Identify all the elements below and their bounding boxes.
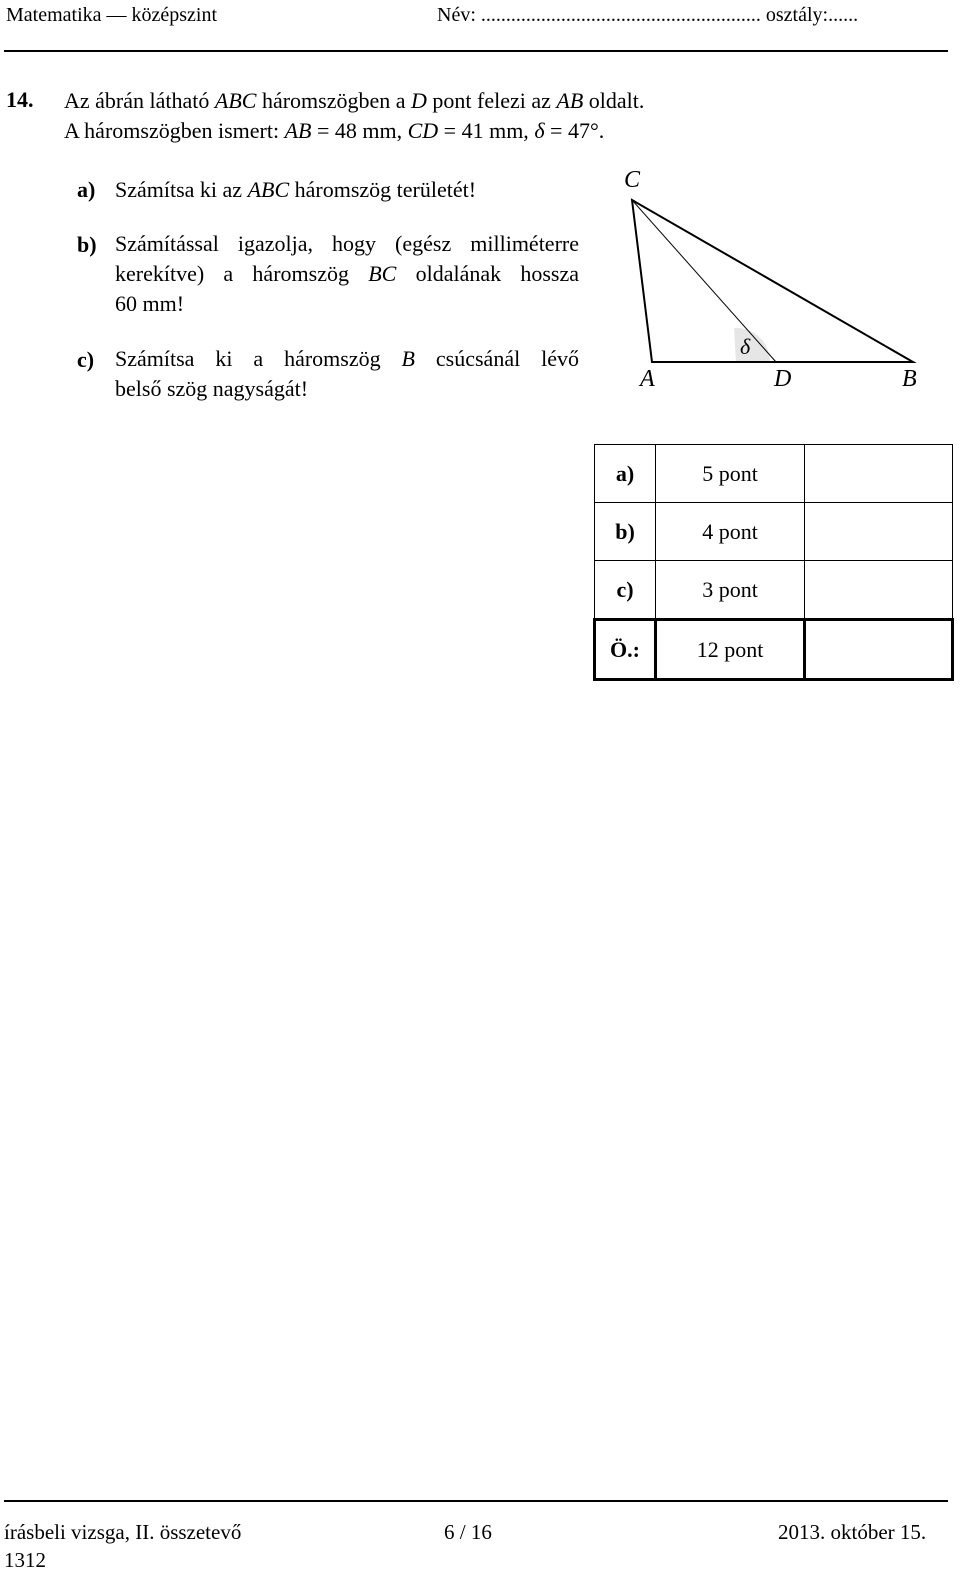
part-c-label: c)	[77, 347, 95, 372]
score-max-points: 5 pont	[656, 445, 805, 503]
score-max-points: 3 pont	[656, 561, 805, 620]
vertex-c-label: C	[624, 167, 641, 193]
score-row-total	[595, 620, 953, 680]
part-a-label: a)	[77, 177, 96, 202]
score-earned-cell	[805, 561, 953, 620]
score-row-c	[595, 561, 953, 620]
score-max-points: 4 pont	[656, 503, 805, 561]
part-b-label: b)	[77, 232, 97, 257]
score-part-label: c)	[595, 561, 656, 620]
footer-exam-name: írásbeli vizsga, II. összetevő	[4, 1520, 242, 1544]
score-row-b	[595, 503, 953, 561]
score-total-earned-cell	[805, 620, 953, 680]
problem-intro-line1: Az ábrán látható ABC háromszögben a D pont felezi az AB oldalt.	[64, 88, 645, 113]
triangle-abc	[632, 200, 913, 362]
score-total-points: 12 pont	[656, 620, 805, 680]
problem-intro-line2: A háromszögben ismert: AB = 48 mm, CD = 41 mm, δ = 47°.	[64, 118, 605, 143]
score-earned-cell	[805, 445, 953, 503]
score-table	[593, 444, 954, 681]
vertex-b-label: B	[902, 366, 917, 392]
score-part-label: a)	[595, 445, 656, 503]
vertex-a-label: A	[640, 366, 655, 392]
score-part-label: b)	[595, 503, 656, 561]
footer-rule	[4, 1500, 948, 1502]
part-b-line3: 60 mm!	[115, 291, 185, 316]
footer-date: 2013. október 15.	[778, 1520, 927, 1544]
footer-page-number: 6 / 16	[444, 1520, 492, 1544]
part-c-line2: belső szög nagyságát!	[115, 376, 309, 401]
header-rule	[4, 50, 948, 52]
header-subject: Matematika — középszint	[6, 4, 218, 26]
triangle-figure	[600, 160, 950, 400]
footer-code: 1312	[4, 1548, 46, 1572]
score-row-a	[595, 445, 953, 503]
problem-number: 14.	[6, 87, 34, 112]
score-total-label: Ö.:	[595, 620, 656, 680]
part-a-text: Számítsa ki az ABC háromszög területét!	[115, 177, 477, 202]
part-b-line1: Számítással igazolja, hogy (egész milliméterre	[115, 231, 579, 256]
score-earned-cell	[805, 503, 953, 561]
part-b-line2: kerekítve) a háromszög BC oldalának hossza	[115, 261, 580, 286]
point-d-label: D	[774, 366, 792, 392]
header-name-class-field: Név: ........................................................ osztály:......	[437, 4, 859, 26]
part-c-line1: Számítsa ki a háromszög B csúcsánál lévő	[115, 346, 579, 371]
median-cd	[632, 200, 776, 362]
delta-angle-label: δ	[740, 334, 751, 359]
